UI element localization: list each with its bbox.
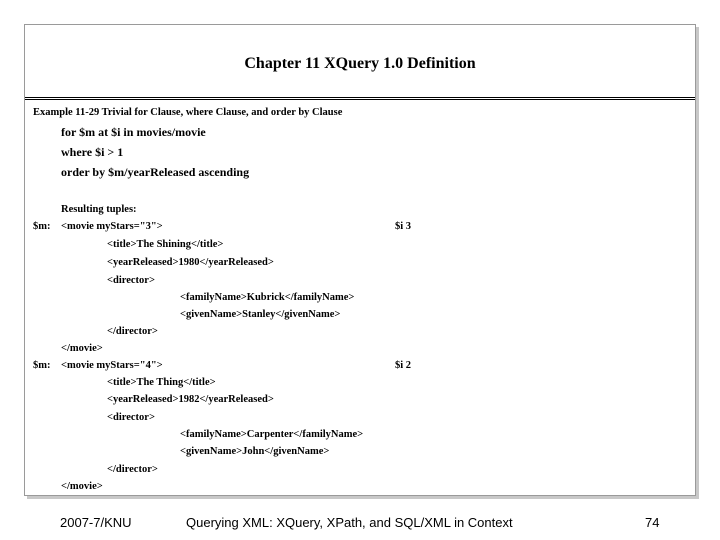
results-label: Resulting tuples: [61,204,137,215]
tuple-director-open: <director> [107,412,155,423]
tuple-year: <yearReleased>1980</yearReleased> [107,257,274,268]
tuple-year: <yearReleased>1982</yearReleased> [107,394,274,405]
tuple-given-name: <givenName>Stanley</givenName> [180,309,341,320]
slide-title: Chapter 11 XQuery 1.0 Definition [244,55,476,72]
tuple-movie-open: <movie myStars="4"> [61,360,163,371]
tuple-director-close: </director> [107,326,158,337]
footer-page-number: 74 [645,515,660,530]
tuple-title: <title>The Thing</title> [107,377,216,388]
tuple-var-label: $m: [33,221,51,232]
tuple-title: <title>The Shining</title> [107,239,224,250]
footer-date: 2007-7/KNU [60,515,132,530]
tuple-given-name: <givenName>John</givenName> [180,446,330,457]
tuple-movie-open: <movie myStars="3"> [61,221,163,232]
tuple-family-name: <familyName>Carpenter</familyName> [180,429,364,440]
tuple-movie-close: </movie> [61,343,103,354]
tuple-family-name: <familyName>Kubrick</familyName> [180,292,355,303]
title-divider-secondary [25,99,695,100]
tuple-director-close: </director> [107,464,158,475]
tuple-director-open: <director> [107,275,155,286]
query-line-order-by: order by $m/yearReleased ascending [61,165,250,179]
tuple-index: $i 2 [395,360,412,371]
query-line-for: for $m at $i in movies/movie [61,125,206,139]
slide-frame [24,24,696,496]
title-divider [25,97,695,98]
tuple-movie-close: </movie> [61,481,103,492]
tuple-index: $i 3 [395,221,412,232]
footer-course-title: Querying XML: XQuery, XPath, and SQL/XML in Context [186,515,513,530]
tuple-var-label: $m: [33,360,51,371]
example-heading: Example 11-29 Trivial for Clause, where Clause, and order by Clause [33,107,343,118]
query-line-where: where $i > 1 [61,145,124,159]
